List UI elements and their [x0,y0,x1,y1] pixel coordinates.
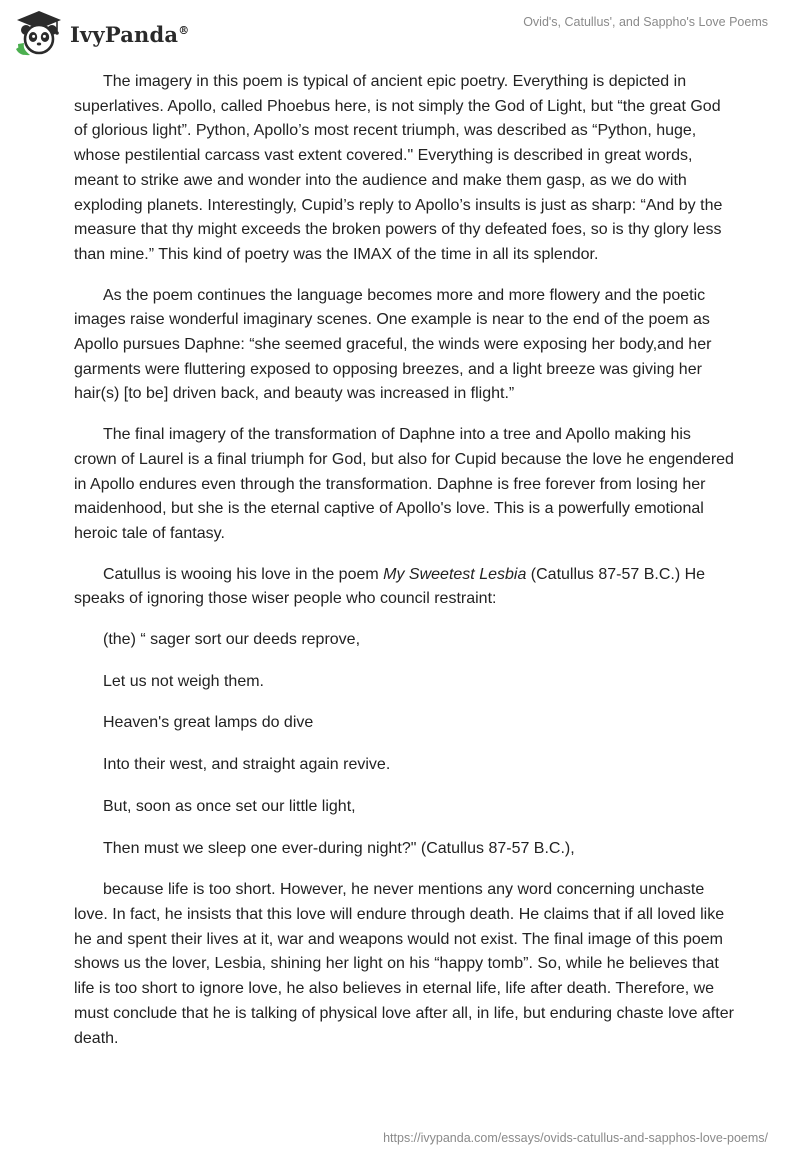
registered-mark: ® [178,23,190,37]
poem-title: My Sweetest Lesbia [383,565,527,583]
paragraph-flowery-language: As the poem continues the language becomes more and more flowery and the poetic images raise wonderful imaginary scenes. One example is near to the end of the poem as Apollo pursues Daphne: “she seemed graceful, the winds were exposing her body,and her garments were fluttering exposed to opposing breezes, and a light breeze was giving her hair(s) [to be] driven back, and beauty was increased in flight.” [74,286,712,403]
verse-line: Then must we sleep one ever-during night?" (Catullus 87-57 B.C.), [103,839,575,857]
document-title: Ovid's, Catullus', and Sappho's Love Poems [523,15,768,29]
page-header [0,0,800,60]
paragraph-final-imagery: The final imagery of the transformation of Daphne into a tree and Apollo making his crown of Laurel is a final triumph for God, but also for Cupid because the love he engendered in Apollo endures even through the transformation. Daphne is free forever from losing her maidenhood, but she is the eternal captive of Apollo's love. This is a powerfully emotional heroic tale of fantasy. [74,426,734,542]
panda-graduate-icon [14,8,64,58]
verse-line: Into their west, and straight again revive. [103,756,391,774]
catullus-intro-text-end: (Catullus 87-57 B.C.) He speaks of ignoring those wiser people who council restraint: [74,565,706,608]
verse-line: (the) “ sager sort our deeds reprove, [103,631,361,649]
brand-name: IvyPanda® [70,21,190,47]
source-url[interactable]: https://ivypanda.com/essays/ovids-catullus-and-sapphos-love-poems/ [383,1131,768,1145]
ivypanda-logo[interactable] [14,8,189,58]
paragraph-catullus-intro [74,563,734,612]
verse-line: Heaven's great lamps do dive [103,714,314,732]
paragraph-conclusion: because life is too short. However, he never mentions any word concerning unchaste love. In fact, he insists that this love will endure through death. He claims that if all loved like he and spent their lives at it, war and weapons would not exist. The final image of this poem shows us the lover, Lesbia, shining her light on his “happy tomb”. So, while he believes that life is too short to ignore love, he also believes in eternal life, life after death. Therefore, we must conclude that he is talking of physical love after all, in life, but enduring chaste love after death. [74,881,734,1047]
verse-line: Let us not weigh them. [103,672,264,690]
essay-body [74,70,734,1067]
catullus-intro-text: Catullus is wooing his love in the poem [103,565,384,583]
paragraph-imagery: The imagery in this poem is typical of ancient epic poetry. Everything is depicted in superlatives. Apollo, called Phoebus here, is not simply the God of Light, but “the great God of glorious light”. Python, Apollo’s most recent triumph, was described as “Python, huge, whose pestilential carcass vast extent covered." Everything is described in great words, meant to strike awe and wonder into the audience and make them gasp, as we do with exploding planets. Interestingly, Cupid’s reply to Apollo’s insults is just as sharp: “And by the measure that thy might exceeds the broken powers of thy defeated foes, so is thy glory less than mine.” This kind of poetry was the IMAX of the time in all its splendor. [74,73,723,263]
verse-line: But, soon as once set our little light, [103,797,356,815]
